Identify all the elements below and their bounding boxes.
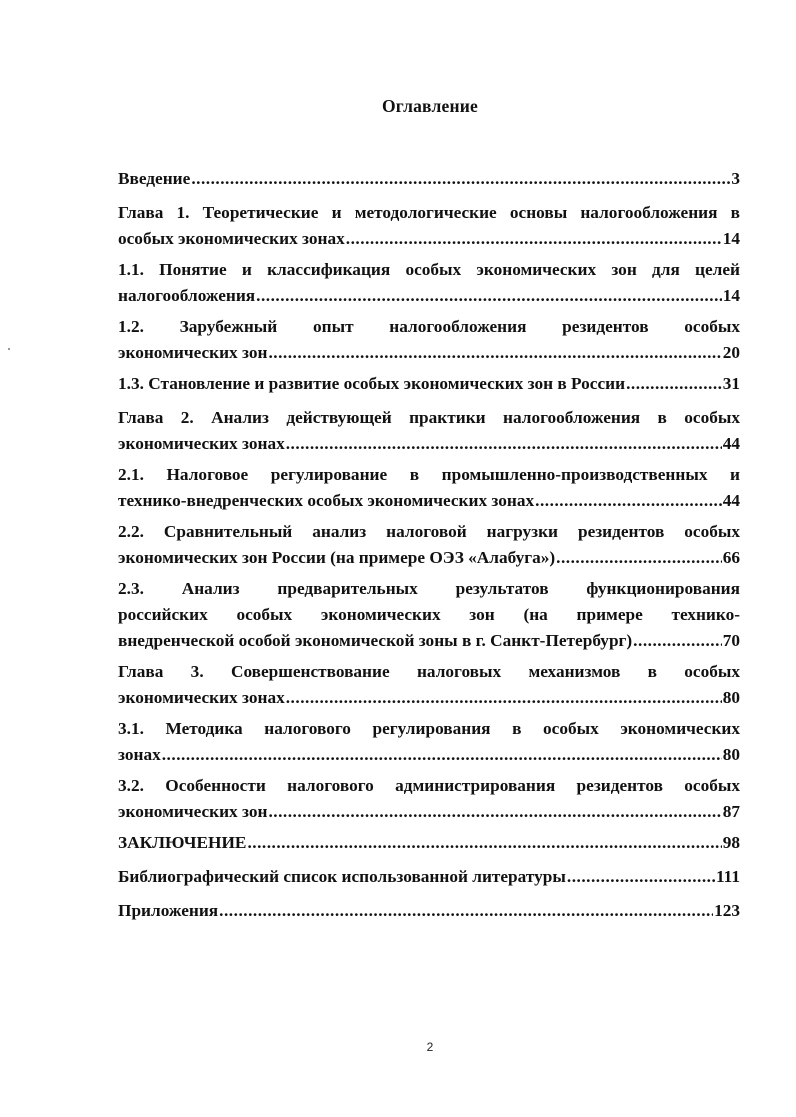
toc-entry-page: 44: [722, 434, 740, 453]
toc-entry-leader-line: [118, 864, 740, 890]
toc-entry-leader-line: [118, 628, 740, 654]
toc-entry[interactable]: [118, 405, 740, 457]
toc-entry-line: 1.1. Понятие и классификация особых экономических зон для целей: [118, 260, 740, 279]
toc-entry-leader-line: [118, 226, 740, 252]
toc-entry-page: 31: [722, 374, 740, 393]
toc-entry-page: 123: [714, 901, 740, 920]
toc-entry[interactable]: [118, 462, 740, 514]
toc-entry-title: налогообложения: [118, 286, 256, 305]
toc-entry-line: 2.3. Анализ предварительных результатов функционирования: [118, 579, 740, 598]
toc-entry[interactable]: [118, 898, 740, 924]
toc-entry-page: 3: [731, 169, 740, 188]
toc-entry[interactable]: [118, 519, 740, 571]
toc-entry[interactable]: [118, 576, 740, 654]
toc-entry-page: 98: [722, 833, 740, 852]
toc-entry[interactable]: [118, 659, 740, 711]
toc-entry-title: особых экономических зонах: [118, 229, 345, 248]
toc-entry-leader-line: [118, 371, 740, 397]
toc-entry-line: российских особых экономических зон (на примере технико-: [118, 605, 740, 624]
toc-entry-line: 3.2. Особенности налогового администрирования резидентов особых: [118, 776, 740, 795]
dot-leader: [256, 283, 722, 309]
toc-entry-title: экономических зонах: [118, 434, 285, 453]
page-title: Оглавление: [382, 96, 478, 116]
toc-entry-title: Библиографический список использованной литературы: [118, 867, 566, 886]
toc-entry-title: ЗАКЛЮЧЕНИЕ: [118, 833, 247, 852]
toc-entry-leader-line: [118, 685, 740, 711]
toc-entry-page: 14: [722, 286, 740, 305]
toc-entry-line: Глава 3. Совершенствование налоговых механизмов в особых: [118, 662, 740, 681]
toc-entry-title: экономических зонах: [118, 688, 285, 707]
dot-leader: [268, 340, 721, 366]
toc-entry-page: 80: [722, 688, 740, 707]
toc-entry[interactable]: [118, 830, 740, 856]
toc-entry-page: 14: [722, 229, 740, 248]
toc-entry-page: 20: [722, 343, 740, 362]
toc-entry-title: 1.3. Становление и развитие особых экономических зон в России: [118, 374, 626, 393]
toc-entry-leader-line: [118, 742, 740, 768]
toc-entry-leader-line: [118, 545, 740, 571]
toc-entry-title: внедренческой особой экономической зоны в г. Санкт-Петербург): [118, 631, 633, 650]
toc-entry-line: 1.2. Зарубежный опыт налогообложения резидентов особых: [118, 317, 740, 336]
dot-leader: [556, 545, 722, 571]
page-number: 2: [426, 1040, 434, 1054]
toc-entry-page: 66: [722, 548, 740, 567]
toc-entry-leader-line: [118, 340, 740, 366]
toc-entry-line: 3.1. Методика налогового регулирования в особых экономических: [118, 719, 740, 738]
dot-leader: [268, 799, 721, 825]
toc-entry-title: Приложения: [118, 901, 219, 920]
toc-entry-page: 80: [722, 745, 740, 764]
dot-leader: [286, 685, 722, 711]
toc-entry-title: Введение: [118, 169, 191, 188]
toc-entry[interactable]: [118, 864, 740, 890]
toc-entry-title: экономических зон России (на примере ОЭЗ «Алабуга»): [118, 548, 556, 567]
toc-entry-title: зонах: [118, 745, 161, 764]
dot-leader: [247, 830, 721, 856]
dot-leader: [626, 371, 722, 397]
toc-entry-page: 111: [715, 867, 740, 886]
toc-entry-page: 70: [722, 631, 740, 650]
toc-entry[interactable]: [118, 200, 740, 252]
toc-entry-line: 2.2. Сравнительный анализ налоговой нагрузки резидентов особых: [118, 522, 740, 541]
scan-speck: [8, 348, 10, 350]
dot-leader: [633, 628, 722, 654]
toc-entry[interactable]: [118, 314, 740, 366]
toc-entry-title: экономических зон: [118, 343, 268, 362]
dot-leader: [219, 898, 713, 924]
toc-entry-leader-line: [118, 799, 740, 825]
dot-leader: [567, 864, 715, 890]
toc-entry-title: экономических зон: [118, 802, 268, 821]
toc-entry-leader-line: [118, 898, 740, 924]
table-of-contents: [118, 166, 740, 932]
toc-entry-leader-line: [118, 488, 740, 514]
toc-entry[interactable]: [118, 166, 740, 192]
dot-leader: [162, 742, 722, 768]
dot-leader: [535, 488, 722, 514]
toc-entry[interactable]: [118, 257, 740, 309]
toc-entry-page: 44: [722, 491, 740, 510]
toc-entry-page: 87: [722, 802, 740, 821]
toc-entry-title: технико-внедренческих особых экономических зонах: [118, 491, 535, 510]
toc-entry-line: Глава 1. Теоретические и методологические основы налогообложения в: [118, 203, 740, 222]
dot-leader: [191, 166, 730, 192]
toc-entry-leader-line: [118, 431, 740, 457]
toc-entry[interactable]: [118, 371, 740, 397]
dot-leader: [346, 226, 722, 252]
toc-entry-line: Глава 2. Анализ действующей практики налогообложения в особых: [118, 408, 740, 427]
toc-entry-leader-line: [118, 830, 740, 856]
toc-entry-leader-line: [118, 283, 740, 309]
toc-entry[interactable]: [118, 716, 740, 768]
toc-entry-leader-line: [118, 166, 740, 192]
toc-entry[interactable]: [118, 773, 740, 825]
dot-leader: [286, 431, 722, 457]
toc-entry-line: 2.1. Налоговое регулирование в промышленно-производственных и: [118, 465, 740, 484]
